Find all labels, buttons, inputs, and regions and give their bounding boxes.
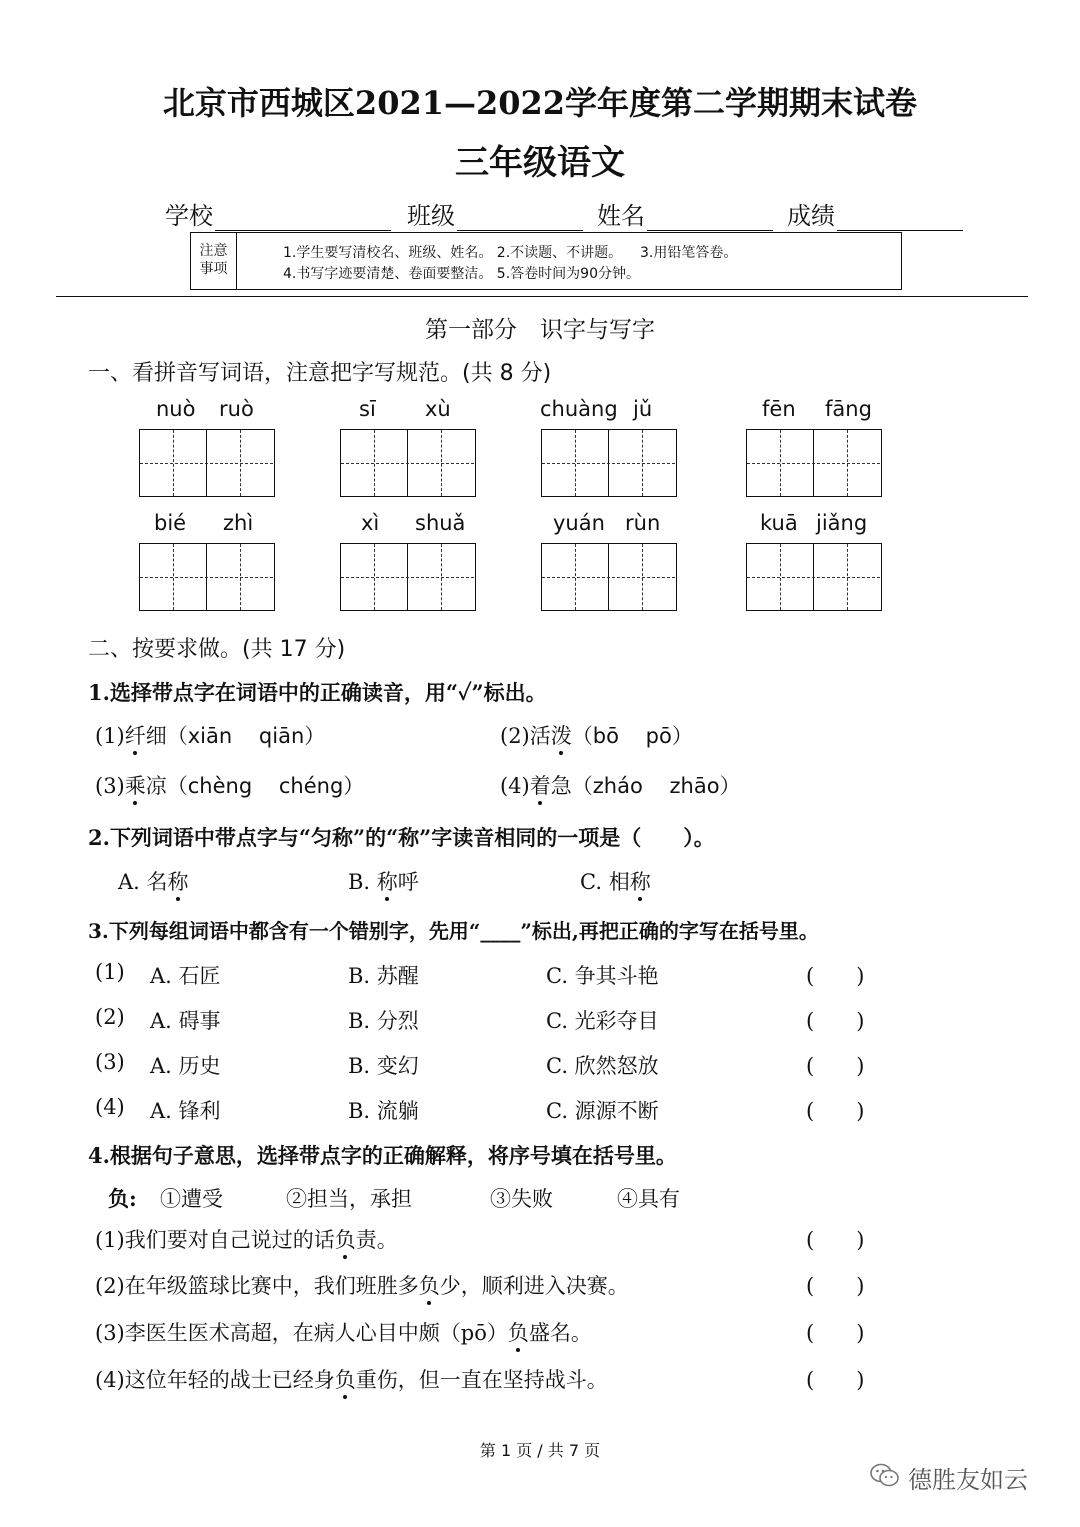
class-field [407, 196, 583, 231]
sentence-text: 重伤，但一直在坚持战斗。 [355, 1368, 608, 1392]
option-label: A. [118, 870, 140, 894]
dotted-char: 负 [335, 1364, 356, 1394]
answer-bracket[interactable]: ( ) [806, 1368, 865, 1392]
q3-row-number: (4) [95, 1095, 125, 1119]
pinyin-label: rùn [625, 511, 661, 535]
wechat-icon [870, 1462, 900, 1488]
q4-sentence [95, 1224, 398, 1254]
q3-option-b[interactable]: B. 苏醒 [348, 964, 419, 988]
notice-line-1: 1.学生要写清校名、班级、姓名。 2.不读题、不讲题。 3.用铅笔答卷。 [283, 245, 738, 261]
notice-label-2: 事项 [199, 261, 228, 277]
item-number: (4) [500, 774, 530, 798]
item-text: 细 [145, 724, 167, 748]
dotted-char: 负 [508, 1317, 529, 1347]
notice-line-2: 4.书写字迹要清楚、卷面要整洁。 5.答卷时间为90分钟。 [283, 266, 640, 282]
item-number: (2) [500, 724, 530, 748]
item-number: (3) [95, 1321, 125, 1345]
divider [56, 296, 1028, 297]
q4-sentence [95, 1270, 629, 1300]
answer-bracket[interactable]: ( ) [806, 1009, 865, 1033]
part-title: 第一部分 识字与写字 [425, 317, 655, 343]
name-field [597, 196, 773, 231]
q3-option-a[interactable]: A. 碍事 [150, 1009, 221, 1033]
item-text: 活 [529, 724, 551, 748]
watermark-text: 德胜友如云 [908, 1466, 1028, 1494]
dotted-char: 纤 [125, 720, 146, 750]
writing-grid[interactable] [340, 543, 476, 611]
pinyin-label: jǔ [633, 397, 653, 421]
pinyin-label: xù [425, 397, 451, 421]
class-blank[interactable] [457, 206, 583, 231]
pinyin-option[interactable]: xiān [187, 724, 233, 748]
item-number: (1) [95, 1228, 125, 1252]
answer-bracket[interactable]: ( ) [806, 1228, 865, 1252]
name-label: 姓名 [597, 202, 645, 230]
writing-grid[interactable] [139, 429, 275, 497]
answer-bracket[interactable]: ( ) [806, 1054, 865, 1078]
pinyin-option[interactable]: chèng [187, 774, 253, 798]
sentence-text: 在年级篮球比赛中，我们班胜多 [124, 1274, 419, 1298]
dotted-char: 称 [630, 866, 651, 896]
option-label: B. [348, 870, 371, 894]
option-label: C. [580, 870, 602, 894]
q3-option-c[interactable]: C. 源源不断 [546, 1099, 659, 1123]
item-number: (3) [95, 774, 125, 798]
item-number: (4) [95, 1368, 125, 1392]
dotted-char: 称 [377, 866, 398, 896]
sentence-text: 我们要对自己说过的话 [124, 1228, 335, 1252]
q4-char-label: 负: [108, 1186, 137, 1211]
pinyin-option[interactable]: chéng [278, 774, 344, 798]
class-label: 班级 [407, 202, 455, 230]
name-blank[interactable] [647, 206, 773, 231]
school-field [165, 196, 391, 231]
pinyin-option[interactable]: zháo [592, 774, 643, 798]
option-text: 名 [146, 870, 168, 894]
score-blank[interactable] [837, 206, 963, 231]
dotted-char: 泼 [551, 720, 572, 750]
answer-bracket[interactable]: ( ) [806, 964, 865, 988]
section1-heading: 一、看拼音写词语，注意把字写规范。(共 8 分) [88, 361, 552, 386]
item-text: 凉 [145, 774, 167, 798]
q3-row-number: (3) [95, 1050, 125, 1074]
q3-option-b[interactable]: B. 变幻 [348, 1054, 419, 1078]
option-text: 相 [608, 870, 630, 894]
score-field [787, 196, 963, 231]
pinyin-label: ruò [219, 397, 254, 421]
answer-bracket[interactable]: ( ) [806, 1099, 865, 1123]
q3-option-c[interactable]: C. 争其斗艳 [546, 964, 659, 988]
q1-item: (2)活泼（bō pō） [500, 720, 693, 750]
pinyin-option[interactable]: bō [592, 724, 619, 748]
q2-option-c[interactable] [580, 866, 651, 896]
sentence-text: 李医生医术高超，在病人心目中颇（pō） [124, 1321, 508, 1345]
q2-option-a[interactable] [118, 866, 189, 896]
dotted-char: 负 [419, 1270, 440, 1300]
pinyin-label: xì [361, 511, 380, 535]
pinyin-label: yuán [553, 511, 605, 535]
q3-option-b[interactable]: B. 分烈 [348, 1009, 419, 1033]
pinyin-label: nuò [156, 397, 196, 421]
item-text: 急 [550, 774, 572, 798]
q1-stem: 1.选择带点字在词语中的正确读音，用“✓”标出。 [88, 680, 547, 705]
answer-bracket[interactable]: ( ) [806, 1274, 865, 1298]
q4-meaning: ②担当，承担 [286, 1187, 412, 1211]
notice-label [191, 233, 237, 289]
writing-grid[interactable] [541, 429, 677, 497]
sentence-text: 少，顺利进入决赛。 [439, 1274, 629, 1298]
q1-item: (3)乘凉（chèng chéng） [95, 770, 364, 800]
q4-sentence [95, 1364, 608, 1394]
pinyin-option[interactable]: pō [645, 724, 672, 748]
q4-meaning: ③失败 [490, 1187, 553, 1211]
q3-row-number: (2) [95, 1005, 125, 1029]
q4-sentence [95, 1317, 592, 1347]
q3-option-a[interactable]: A. 石匠 [150, 964, 221, 988]
section2-heading: 二、按要求做。(共 17 分) [88, 637, 346, 662]
pinyin-label: jiǎng [816, 511, 868, 535]
writing-grid[interactable] [746, 429, 882, 497]
school-label: 学校 [165, 202, 213, 230]
notice-label-1: 注意 [199, 243, 228, 259]
q2-option-b[interactable] [348, 866, 419, 896]
exam-title: 北京市西城区2021—2022学年度第二学期期末试卷 [162, 84, 918, 122]
sentence-text: 这位年轻的战士已经身 [124, 1368, 335, 1392]
dotted-char: 乘 [125, 770, 146, 800]
item-number: (2) [95, 1274, 125, 1298]
sentence-text: 责。 [355, 1228, 398, 1252]
pinyin-label: fāng [825, 397, 872, 421]
pinyin-label: sī [359, 397, 376, 421]
exam-subtitle: 三年级语文 [455, 143, 625, 183]
pinyin-label: shuǎ [415, 511, 466, 535]
q4-meaning: ①遭受 [160, 1187, 223, 1211]
writing-grid[interactable] [541, 543, 677, 611]
page-number: 第 1 页 / 共 7 页 [479, 1441, 601, 1460]
pinyin-label: bié [154, 511, 187, 535]
pinyin-label: chuàng [540, 397, 618, 421]
answer-bracket[interactable]: ( ) [806, 1321, 865, 1345]
sentence-text: 盛名。 [528, 1321, 592, 1345]
q3-option-a[interactable]: A. 历史 [150, 1054, 221, 1078]
writing-grid[interactable] [746, 543, 882, 611]
writing-grid[interactable] [139, 543, 275, 611]
q4-meaning: ④具有 [617, 1187, 680, 1211]
q4-stem: 4.根据句子意思，选择带点字的正确解释，将序号填在括号里。 [88, 1143, 677, 1168]
dotted-char: 着 [530, 770, 551, 800]
writing-grid[interactable] [340, 429, 476, 497]
q1-item: (4)着急（zháo zhāo） [500, 770, 741, 800]
pinyin-label: zhì [223, 511, 254, 535]
notice-box [190, 232, 902, 290]
item-number: (1) [95, 724, 125, 748]
q3-option-a[interactable]: A. 锋利 [150, 1099, 221, 1123]
q3-option-b[interactable]: B. 流躺 [348, 1099, 419, 1123]
q3-option-c[interactable]: C. 欣然怒放 [546, 1054, 659, 1078]
q1-item: (1)纤细（xiān qiān） [95, 720, 325, 750]
pinyin-option[interactable]: zhāo [669, 774, 720, 798]
q3-option-c[interactable]: C. 光彩夺目 [546, 1009, 659, 1033]
q3-stem: 3.下列每组词语中都含有一个错别字，先用“____”标出,再把正确的字写在括号里。 [88, 919, 819, 943]
pinyin-label: kuā [760, 511, 798, 535]
dotted-char: 称 [168, 866, 189, 896]
pinyin-option[interactable]: qiān [258, 724, 305, 748]
dotted-char: 负 [335, 1224, 356, 1254]
q2-stem: 2.下列词语中带点字与“匀称”的“称”字读音相同的一项是（ ）。 [88, 825, 715, 850]
school-blank[interactable] [215, 206, 391, 231]
option-text: 呼 [397, 870, 419, 894]
q3-row-number: (1) [95, 960, 125, 984]
pinyin-label: fēn [762, 397, 796, 421]
score-label: 成绩 [787, 202, 835, 230]
